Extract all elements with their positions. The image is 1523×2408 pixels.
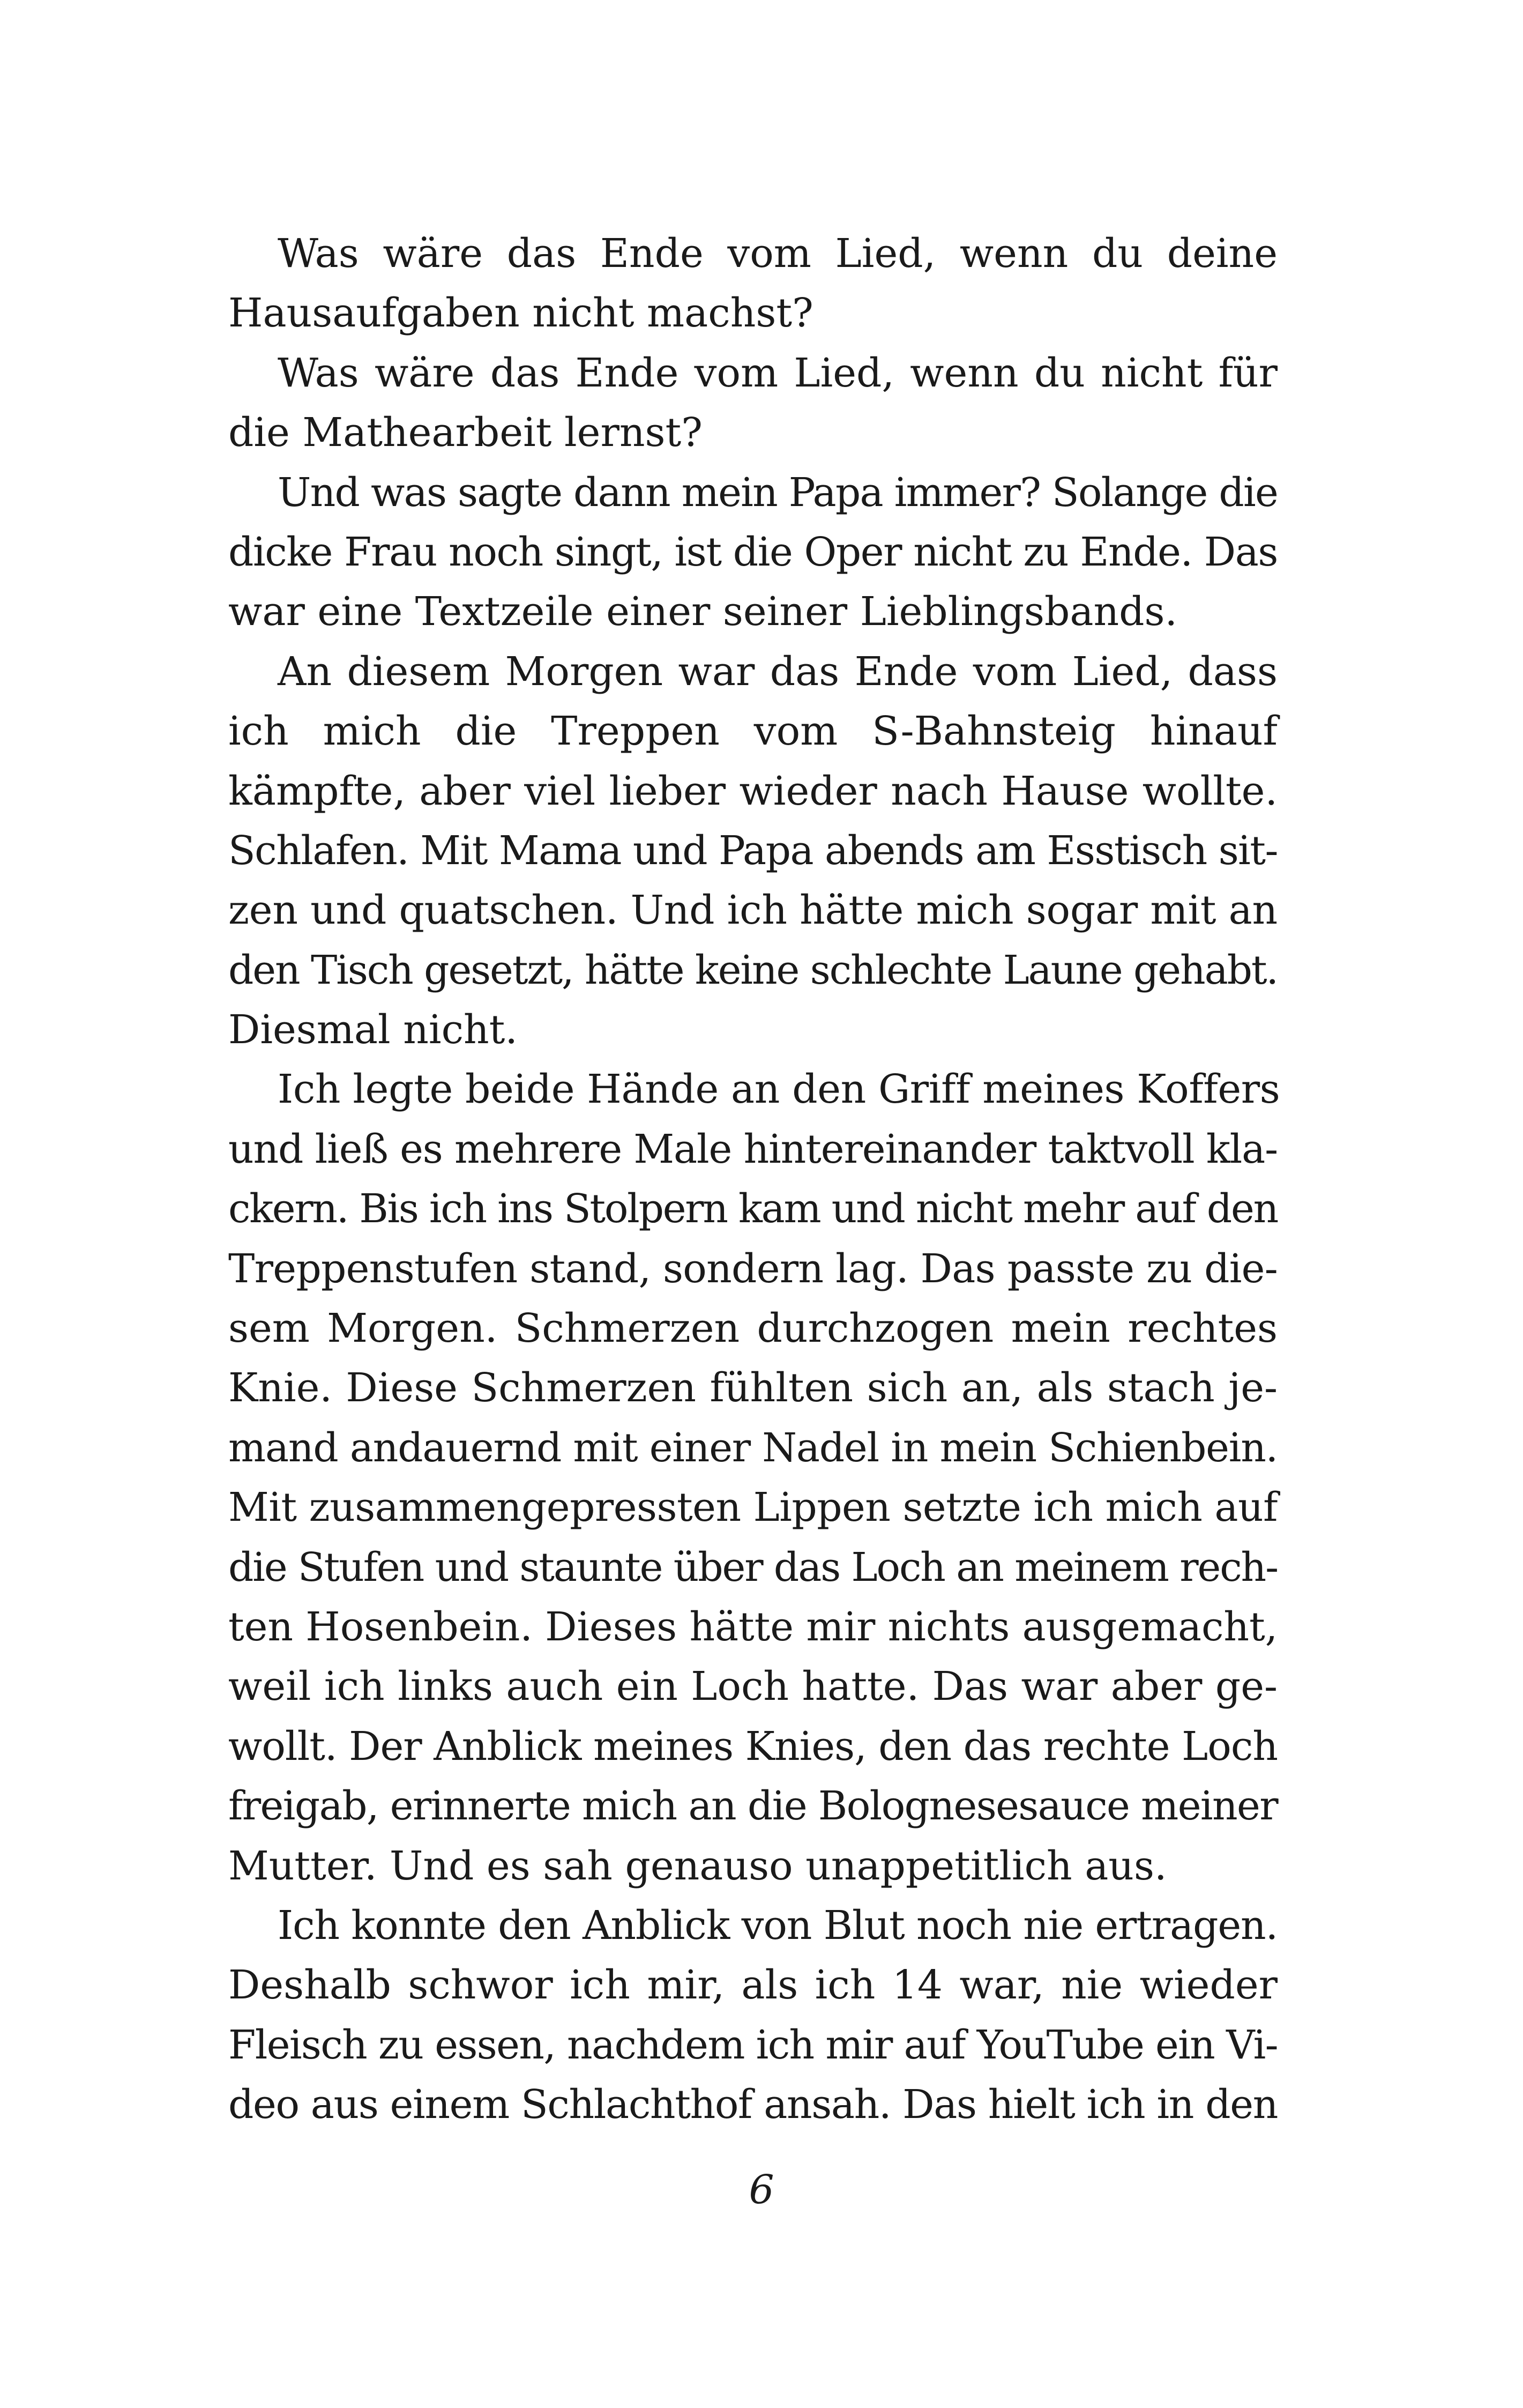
text-line: Ich konnte den Anblick von Blut noch nie ertragen. bbox=[278, 1902, 1278, 1949]
text-line: wollt. Der Anblick meines Knies, den das rechte Loch bbox=[228, 1723, 1278, 1770]
text-line: freigab, erinnerte mich an die Bolognesesauce meiner bbox=[228, 1783, 1278, 1830]
text-line: zen und quatschen. Und ich hätte mich sogar mit an bbox=[228, 887, 1278, 934]
text-line: Mutter. Und es sah genauso unappetitlich aus. bbox=[228, 1842, 1167, 1889]
text-line: Deshalb schwor ich mir, als ich 14 war, nie wieder bbox=[228, 1962, 1278, 2009]
text-line: den Tisch gesetzt, hätte keine schlechte Laune gehabt. bbox=[228, 947, 1278, 993]
text-line: Schlafen. Mit Mama und Papa abends am Esstisch sit- bbox=[228, 827, 1278, 874]
text-line: deo aus einem Schlachthof ansah. Das hielt ich in den bbox=[228, 2082, 1278, 2128]
text-line: ckern. Bis ich ins Stolpern kam und nicht mehr auf den bbox=[228, 1186, 1278, 1232]
text-line: Mit zusammengepressten Lippen setzte ich mich auf bbox=[228, 1484, 1278, 1531]
text-line: mand andauernd mit einer Nadel in mein Schienbein. bbox=[228, 1424, 1278, 1471]
text-line: ten Hosenbein. Dieses hätte mir nichts ausgemacht, bbox=[228, 1603, 1278, 1650]
text-line: Diesmal nicht. bbox=[228, 1007, 518, 1053]
text-line: war eine Textzeile einer seiner Lieblingsbands. bbox=[228, 589, 1178, 635]
text-line: die Mathearbeit lernst? bbox=[228, 410, 703, 456]
text-line: sem Morgen. Schmerzen durchzogen mein rechtes bbox=[228, 1305, 1278, 1352]
text-line: Und was sagte dann mein Papa immer? Solange die bbox=[278, 469, 1278, 516]
text-line: und ließ es mehrere Male hintereinander taktvoll kla- bbox=[228, 1126, 1278, 1172]
text-line: kämpfte, aber viel lieber wieder nach Hause wollte. bbox=[228, 768, 1278, 814]
text-line: Hausaufgaben nicht machst? bbox=[228, 290, 813, 337]
text-line: Knie. Diese Schmerzen fühlten sich an, als stach je- bbox=[228, 1365, 1278, 1411]
text-line: Was wäre das Ende vom Lied, wenn du nicht für bbox=[278, 350, 1278, 396]
text-line: Ich legte beide Hände an den Griff meines Koffers bbox=[278, 1066, 1280, 1113]
text-line: Treppenstufen stand, sondern lag. Das passte zu die- bbox=[228, 1245, 1278, 1292]
text-line: die Stufen und staunte über das Loch an meinem rech- bbox=[228, 1544, 1278, 1591]
text-line: An diesem Morgen war das Ende vom Lied, dass bbox=[278, 648, 1278, 695]
text-line: ich mich die Treppen vom S-Bahnsteig hinauf bbox=[228, 708, 1278, 755]
text-line: Fleisch zu essen, nachdem ich mir auf YouTube ein Vi- bbox=[228, 2021, 1278, 2068]
text-line: weil ich links auch ein Loch hatte. Das war aber ge- bbox=[228, 1663, 1278, 1710]
text-line: Was wäre das Ende vom Lied, wenn du deine bbox=[278, 231, 1278, 277]
page-body-text bbox=[228, 224, 1278, 2135]
page-number: 6 bbox=[749, 2167, 774, 2213]
text-line: dicke Frau noch singt, ist die Oper nicht zu Ende. Das bbox=[228, 529, 1278, 575]
